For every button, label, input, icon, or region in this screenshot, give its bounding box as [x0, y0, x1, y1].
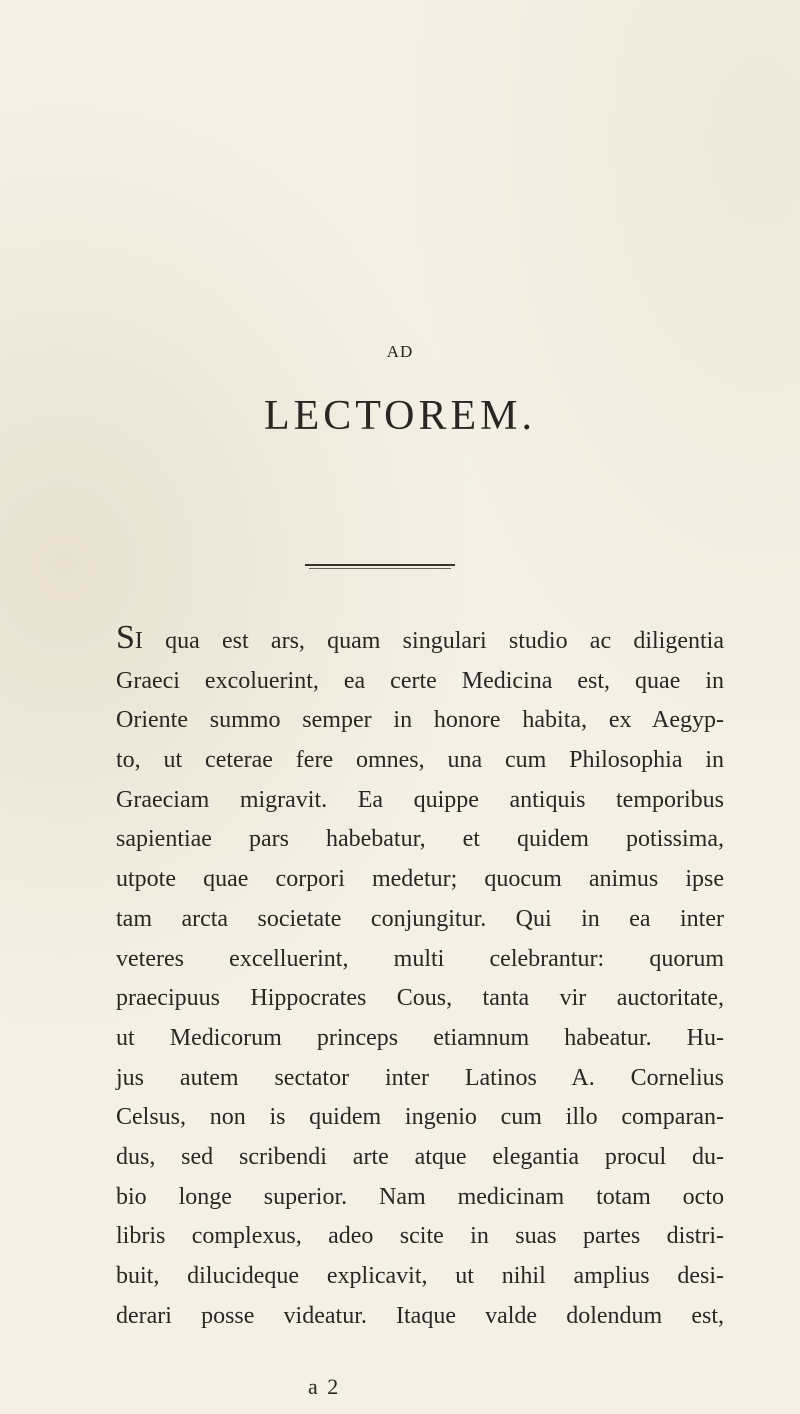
- text-line: buit, dilucideque explicavit, ut nihil amplius desi-: [116, 1263, 724, 1289]
- text-line: libris complexus, adeo scite in suas partes distri-: [116, 1223, 724, 1250]
- text-line: sapientiae pars habebatur, et quidem potissima,: [116, 826, 724, 853]
- text-line: utpote quae corpori medetur; quocum animus ipse: [116, 866, 724, 893]
- text-line: praecipuus Hippocrates Cous, tanta vir auctoritate,: [116, 985, 724, 1012]
- first-line-rest: I qua est ars, quam singulari studio ac diligentia: [134, 628, 724, 654]
- text-line-1: [116, 619, 724, 662]
- heading-ad: AD: [386, 342, 414, 361]
- text-line: ut Medicorum princeps etiamnum habeatur. Hu-: [116, 1024, 724, 1051]
- body-text: [116, 619, 724, 1336]
- text-line: to, ut ceterae fere omnes, una cum Philosophia in: [116, 747, 724, 774]
- text-line: Graeci excoluerint, ea certe Medicina est, quae in: [116, 667, 724, 694]
- decorative-rule: [305, 564, 455, 572]
- text-line: dus, sed scribendi arte atque elegantia procul du-: [116, 1143, 724, 1170]
- text-line: derari posse videatur. Itaque valde dolendum est,: [116, 1302, 724, 1329]
- text-line: Oriente summo semper in honore habita, ex Aegyp-: [116, 707, 724, 734]
- signature-mark: a 2: [308, 1374, 341, 1399]
- text-line: Celsus, non is quidem ingenio cum illo comparan-: [116, 1104, 724, 1131]
- drop-cap: S: [116, 619, 135, 656]
- text-line: jus autem sectator inter Latinos A. Cornelius: [116, 1064, 724, 1091]
- rule-line-thin: [309, 568, 451, 569]
- text-line: tam arcta societate conjungitur. Qui in ea inter: [116, 905, 724, 932]
- text-line: bio longe superior. Nam medicinam totam octo: [116, 1183, 724, 1210]
- text-line: veteres excelluerint, multi celebrantur: quorum: [116, 945, 724, 972]
- text-line: Graeciam migravit. Ea quippe antiquis temporibus: [116, 786, 724, 813]
- heading-lectorem: LECTOREM.: [263, 393, 537, 439]
- rule-line-thick: [305, 564, 455, 566]
